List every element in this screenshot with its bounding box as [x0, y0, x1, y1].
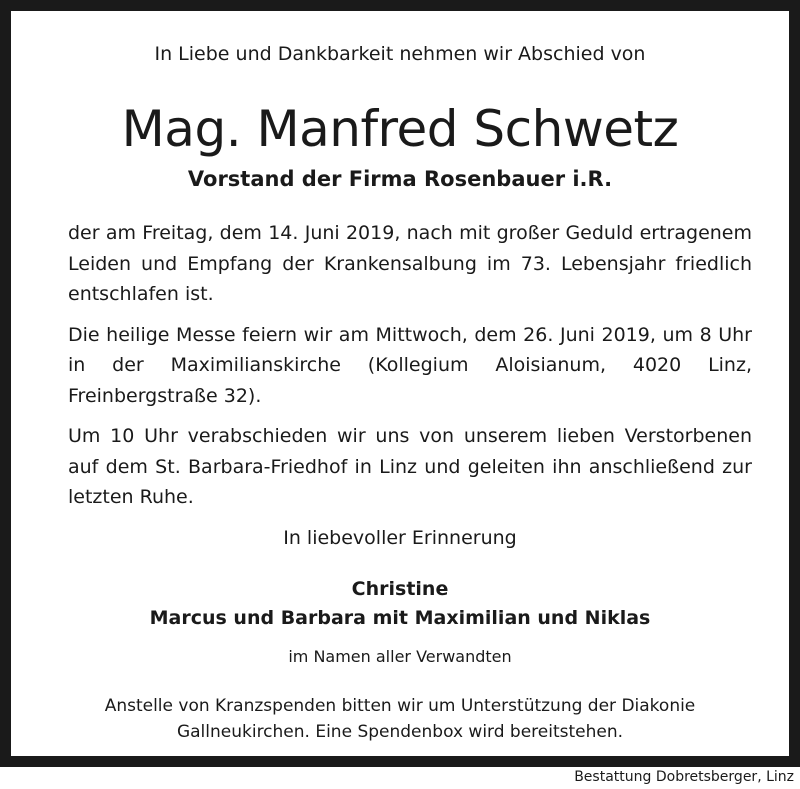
deceased-role: Vorstand der Firma Rosenbauer i.R. [187, 167, 613, 191]
intro-line: In Liebe und Dankbarkeit nehmen wir Abschied von [154, 43, 646, 65]
mourner-name: Christine [351, 578, 449, 600]
relatives-line: im Namen aller Verwandten [288, 647, 512, 666]
death-paragraph: der am Freitag, dem 14. Juni 2019, nach mit großer Geduld ertragenem Leiden und Empfang der Krankensalbung im 73. Lebensjahr friedlich entschlafen ist. [68, 222, 752, 305]
obituary-body [68, 218, 752, 523]
donation-note [11, 693, 789, 745]
undertaker-credit: Bestattung Dobretsberger, Linz [574, 769, 794, 785]
burial-paragraph: Um 10 Uhr verabschieden wir uns von unserem lieben Verstorbenen auf dem St. Barbara-Friedhof in Linz und geleiten ihn anschließend zur letzten Ruhe. [68, 425, 752, 508]
deceased-name: Mag. Manfred Schwetz [121, 100, 679, 158]
memory-line: In liebevoller Erinnerung [283, 527, 517, 549]
donation-note-line: Gallneukirchen. Eine Spendenbox wird bereitstehen. [176, 722, 624, 742]
mourner-family: Marcus und Barbara mit Maximilian und Niklas [149, 607, 651, 629]
donation-note-line: Anstelle von Kranzspenden bitten wir um Unterstützung der Diakonie [104, 696, 696, 716]
mass-paragraph: Die heilige Messe feiern wir am Mittwoch, dem 26. Juni 2019, um 8 Uhr in der Maximilianskirche (Kollegium Aloisianum, 4020 Linz, Freinbergstraße 32). [68, 323, 752, 407]
